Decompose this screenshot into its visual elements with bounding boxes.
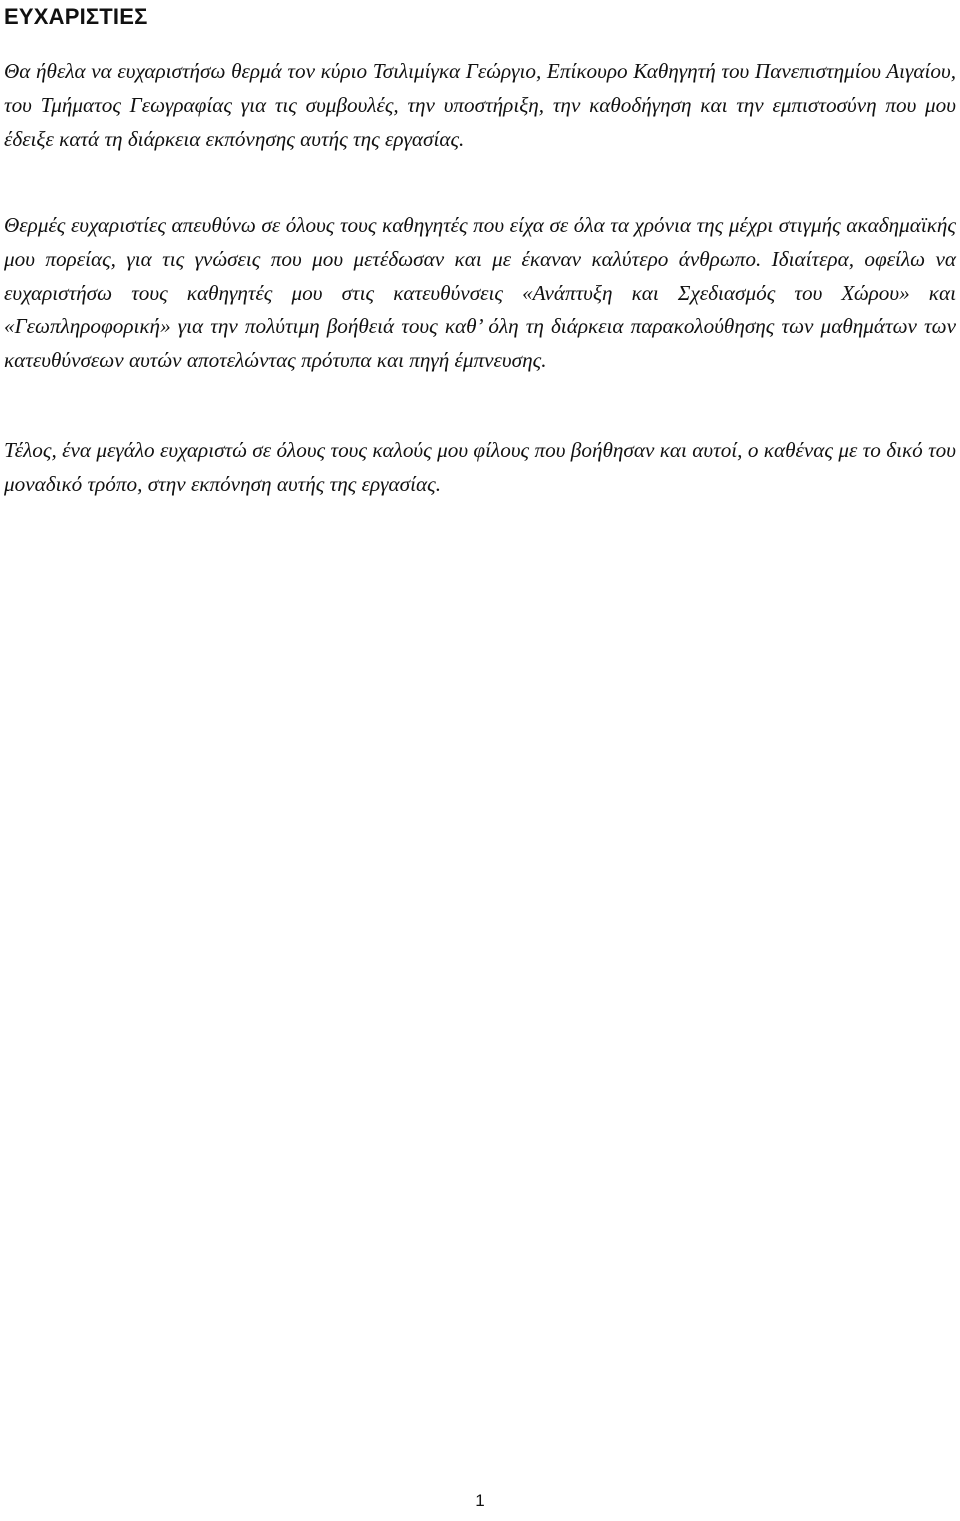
paragraph-2: Θερμές ευχαριστίες απευθύνω σε όλους τους καθηγητές που είχα σε όλα τα χρόνια της μέχρι στιγμής ακαδημαϊκής μου πορείας, για τις γνώσεις που μου μετέδωσαν και με έκαναν καλύτερο άνθρωπο. Ιδιαίτερα, οφείλω να ευχαριστήσω τους καθηγητές μου στις κατευθύνσεις «Ανάπτυξη και Σχεδιασμός του Χώρου» και «Γεωπληροφορική» για την πολύτιμη βοήθειά τους καθ’ όλη τη διάρκεια παρακολούθησης των μαθημάτων των κατευθύνσεων αυτών αποτελώντας πρότυπα και πηγή έμπνευσης. <box>4 213 956 373</box>
page-title: ΕΥΧΑΡΙΣΤΙΕΣ <box>4 4 148 29</box>
paragraph-1: Θα ήθελα να ευχαριστήσω θερμά τον κύριο Τσιλιμίγκα Γεώργιο, Επίκουρο Καθηγητή του Πανεπιστημίου Αιγαίου, του Τμήματος Γεωγραφίας για τις συμβουλές, την υποστήριξη, την καθοδήγηση και την εμπιστοσύνη που μου έδειξε κατά τη διάρκεια εκπόνησης αυτής της εργασίας. <box>4 59 956 151</box>
paragraph-3: Τέλος, ένα μεγάλο ευχαριστώ σε όλους τους καλούς μου φίλους που βοήθησαν και αυτοί, ο καθένας με το δικό του μοναδικό τρόπο, στην εκπόνηση αυτής της εργασίας. <box>4 438 956 496</box>
page-number: 1 <box>475 1491 485 1510</box>
